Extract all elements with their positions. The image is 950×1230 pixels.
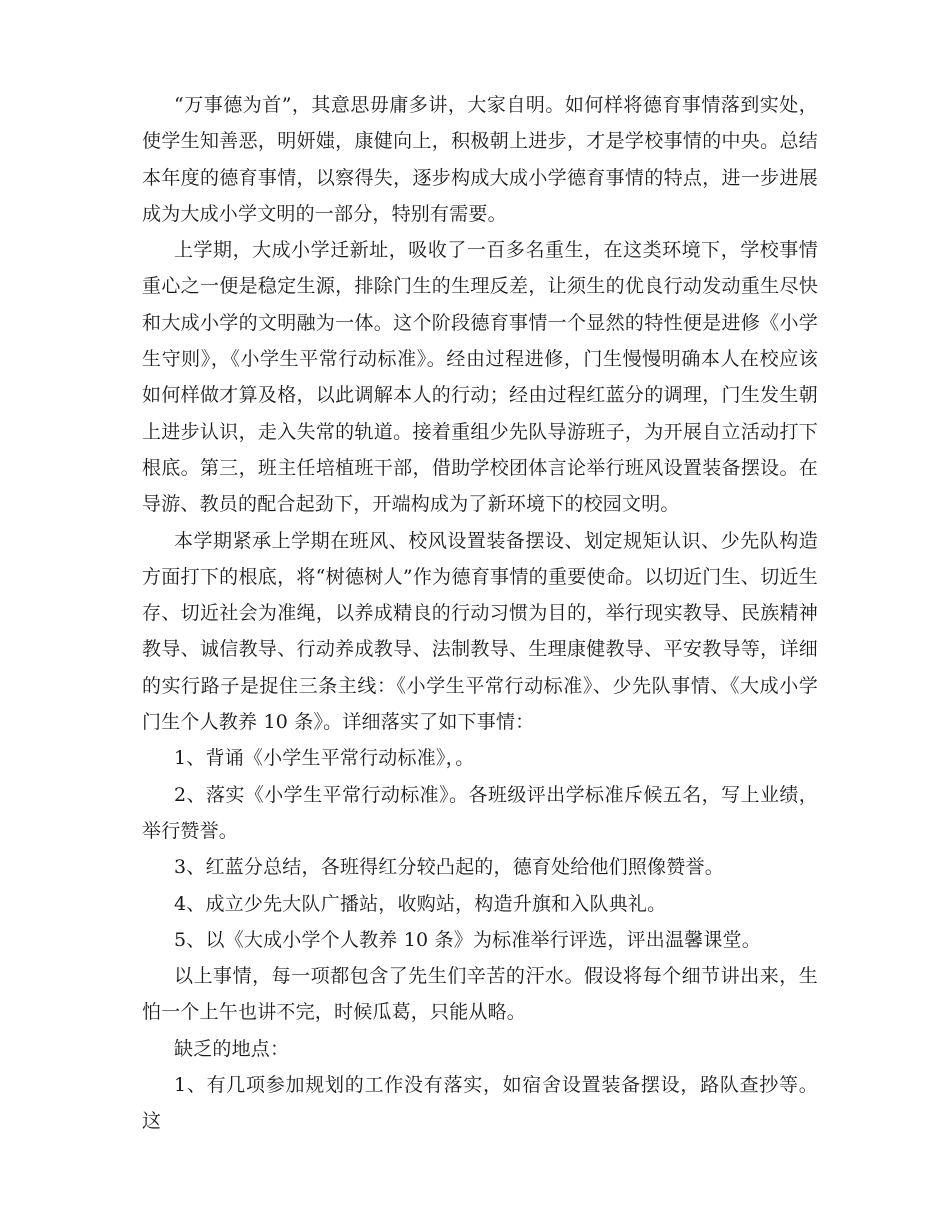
- shortcoming-item-1: 1、有几项参加规划的工作没有落实，如宿舍设置装备摆设，路队查抄等。这: [142, 1074, 818, 1133]
- list-item-5: 5、以《大成小学个人教养 10 条》为标准举行评选，评出温馨课堂。: [174, 928, 761, 951]
- paragraph-last-semester: 上学期，大成小学迁新址，吸收了一百多名重生，在这类环境下，学校事情重心之一便是稳定生源，排除门生的生理反差，让须生的优良行动发动重生尽快和大成小学的文明融为一体。这个阶段德育事情一个显然的特性便是进修《小学生守则》，《小学生平常行动标准》。经由过程进修，门生慢慢明确本人在校应该如何样做才算及格，以此调解本人的行动；经由过程红蓝分的调理，门生发生朝上进步认识，走入失常的轨道。接着重组少先队导游班子，为开展自立活动打下根底。第三，班主任培植班干部，借助学校团体言论举行班风设置装备摆设。在导游、教员的配合起劲下，开端构成为了新环境下的校园文明。: [142, 239, 818, 516]
- list-item-3: 3、红蓝分总结，各班得红分较凸起的，德育处给他们照像赞誉。: [174, 856, 724, 879]
- paragraph-summary: 以上事情，每一项都包含了先生们辛苦的汗水。假设将每个细节讲出来，生怕一个上午也讲不完，时候瓜葛，只能从略。: [142, 965, 818, 1024]
- list-item-1: 1、背诵《小学生平常行动标准》，。: [174, 747, 475, 770]
- section-heading-shortcomings: 缺乏的地点：: [174, 1037, 290, 1060]
- paragraph-this-semester: 本学期紧承上学期在班风、校风设置装备摆设、划定规矩认识、少先队构造方面打下的根底，将“树德树人”作为德育事情的重要使命。以切近门生、切近生存、切近社会为准绳，以养成精良的行动习惯为目的，举行现实教导、民族精神教导、诚信教导、行动养成教导、法制教导、生理康健教导、平安教导等，详细的实行路子是捉住三条主线：《小学生平常行动标准》、少先队事情、《大成小学门生个人教养 10 条》。详细落实了如下事情：: [142, 529, 818, 734]
- paragraph-intro: “万事德为首”，其意思毋庸多讲，大家自明。如何样将德育事情落到实处，使学生知善恶，明妍媸，康健向上，积极朝上进步，才是学校事情的中央。总结本年度的德育事情，以察得失，逐步构成大成小学德育事情的特点，进一步进展成为大成小学文明的一部分，特别有需要。: [142, 94, 818, 225]
- list-item-2: 2、落实《小学生平常行动标准》。各班级评出学标准斥候五名，写上业绩，举行赞誉。: [142, 783, 818, 842]
- list-item-4: 4、成立少先大队广播站，收购站，构造升旗和入队典礼。: [174, 892, 667, 915]
- document-body: [142, 87, 818, 1140]
